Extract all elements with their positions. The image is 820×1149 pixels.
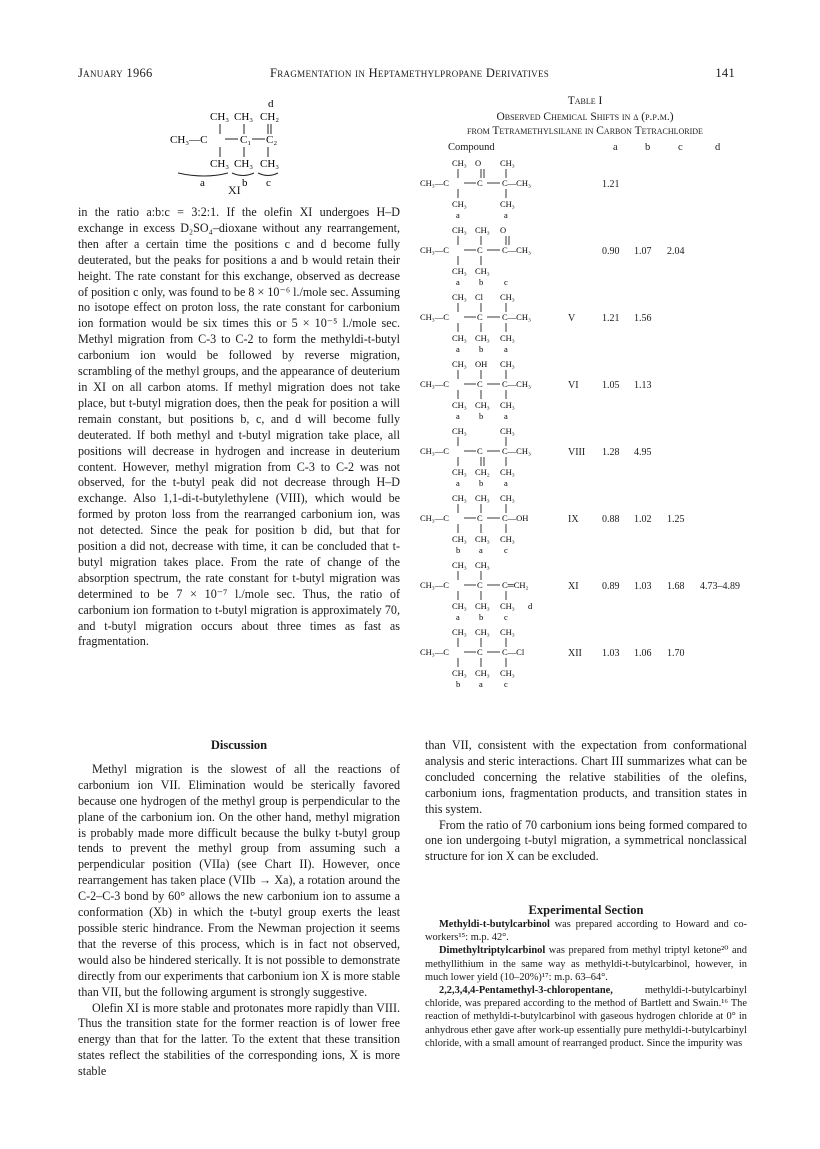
cell-b: 4.95 xyxy=(634,447,652,458)
table-row-structure xyxy=(420,626,590,690)
table-row-structure xyxy=(420,157,590,221)
xi-pos-a: a xyxy=(200,177,205,189)
substituent-top: CH₃ xyxy=(452,225,467,235)
chain-start: CH₃—C xyxy=(420,647,449,657)
column-header-c: c xyxy=(678,142,683,153)
xi-c1: C₁ xyxy=(240,134,252,146)
chain-carbon: C xyxy=(477,647,483,657)
chain-carbon: C xyxy=(477,178,483,188)
cell-c: 1.68 xyxy=(667,581,685,592)
substituent-bottom: CH₃ xyxy=(500,601,515,611)
position-label: a xyxy=(504,411,508,421)
cell-a: 1.05 xyxy=(602,380,620,391)
substituent-bottom: CH₃ xyxy=(475,534,490,544)
column-header-b: b xyxy=(645,142,651,153)
section-heading-experimental: Experimental Section xyxy=(528,903,644,917)
xi-top-ch2: CH₂ xyxy=(260,111,280,123)
substituent-bottom: CH₃ xyxy=(475,400,490,410)
position-label: a xyxy=(504,478,508,488)
table-header-row xyxy=(420,142,750,156)
cell-a: 0.90 xyxy=(602,246,620,257)
cell-a: 1.21 xyxy=(602,179,620,190)
cell-d: 4.73–4.89 xyxy=(700,581,740,592)
paragraph: Methyl migration is the slowest of all the reactions of carbonium ion VII. Elimination would be sterically favored because one hydrogen of the methyl group is perpendicular to the plane of the carbonium ion. On the other hand, methyl migration is probably made more difficult because the bulky t-butyl group tends to prevent the methyl group from assuming such a perpendicular position (VIIa) (see Chart II). However, once rearrangement has taken place (VIIb → Xa), a rotation around the C-2–C-3 bond by 60° allows the new carbonium ion to assume a conformation (Xb) in which the t-butyl group exerts the least possible steric hindrance. From the Newman projection it seems that the reverse of this process, which is in fact not observed, would also be hindered sterically. It is not possible to demonstrate directly from our experiments that carbonium ion X is more stable than VII, but the following argument is strongly suggestive. xyxy=(78,761,400,999)
substituent-bottom: CH₃ xyxy=(500,534,515,544)
right-column-text xyxy=(425,738,747,865)
position-label: b xyxy=(479,277,484,287)
position-label: a xyxy=(479,679,483,689)
xi-pos-b: b xyxy=(242,177,248,189)
chain-start: CH₃—C xyxy=(420,446,449,456)
xi-c2: C₂ xyxy=(266,134,278,146)
chain-start: CH₃—C xyxy=(420,580,449,590)
cell-b: 1.56 xyxy=(634,313,652,324)
chain-carbon: C xyxy=(477,312,483,322)
chain-end: C—CH₃ xyxy=(502,379,531,389)
substituent-top: CH₃ xyxy=(475,627,490,637)
chain-end: C—CH₃ xyxy=(502,245,531,255)
structure-xi-label: XI xyxy=(228,183,241,197)
cell-roman: XI xyxy=(568,581,579,592)
xi-bot-ch3-2: CH₃ xyxy=(234,158,254,170)
paragraph: 2,2,3,4,4-Pentamethyl-3-chloropentane, methyldi-t-butylcarbinyl chloride, was prepared according to the method of Bartlett and Swain.¹⁶ The reaction of methyldi-t-butylcarbinol with gaseous hydrogen chloride at 0° in anhydrous ether gave after work-up essentially pure methyldi-t-butylcarbinyl chloride, with a small amount of rearranged product. Since the impurity was xyxy=(425,985,747,1049)
substituent-top: O xyxy=(475,158,482,168)
substituent-bottom: CH₃ xyxy=(452,199,467,209)
substituent-top: CH₃ xyxy=(500,292,515,302)
substituent-top: CH₃ xyxy=(475,560,490,570)
discussion-section xyxy=(78,728,400,1080)
chain-end: C—CH₃ xyxy=(502,178,531,188)
substituent-bottom: CH₃ xyxy=(500,400,515,410)
xi-top-ch3-2: CH₃ xyxy=(234,111,254,123)
table-caption-title: Observed Chemical Shifts in δ (p.p.m.) xyxy=(496,111,674,123)
table-caption-subtitle: from Tetramethylsilane in Carbon Tetrachloride xyxy=(467,125,703,137)
table-row-structure xyxy=(420,358,590,422)
substituent-top: CH₃ xyxy=(452,158,467,168)
substituent-bottom: CH₃ xyxy=(475,601,490,611)
substituent-bottom: CH₃ xyxy=(475,266,490,276)
position-label: b xyxy=(479,612,484,622)
chain-carbon: C xyxy=(477,446,483,456)
chain-start: CH₃—C xyxy=(420,178,449,188)
position-label: c xyxy=(504,277,508,287)
substituent-bottom: CH₃ xyxy=(452,601,467,611)
chain-start: CH₃—C xyxy=(420,513,449,523)
substituent-top: CH₃ xyxy=(500,426,515,436)
substituent-bottom: CH₃ xyxy=(452,668,467,678)
substituent-bottom: CH₃ xyxy=(500,467,515,477)
paragraph: Olefin XI is more stable and protonates more rapidly than VIII. Thus the transition state for the former reaction is of lower free energy than that for the latter. To the extent that these transition states reflect the stabilities of the corresponding ions, X is more stable xyxy=(78,1000,400,1079)
substituent-top: O xyxy=(500,225,507,235)
xi-top-d: d xyxy=(268,98,274,110)
substituent-bottom: CH₂ xyxy=(475,467,490,477)
substituent-bottom: CH₃ xyxy=(452,534,467,544)
position-label: a xyxy=(479,545,483,555)
substituent-top: CH₃ xyxy=(452,426,467,436)
position-label: c xyxy=(504,545,508,555)
compound-name: 2,2,3,4,4-Pentamethyl-3-chloropentane, xyxy=(439,985,613,997)
position-label: b xyxy=(479,411,484,421)
running-head-date: January 1966 xyxy=(78,66,153,80)
cell-b: 1.07 xyxy=(634,246,652,257)
substituent-bottom: CH₃ xyxy=(500,668,515,678)
running-head-title: Fragmentation in Heptamethylpropane Derivatives xyxy=(270,66,550,80)
chain-start: CH₃—C xyxy=(420,245,449,255)
substituent-top: CH₃ xyxy=(452,627,467,637)
cell-c: 1.25 xyxy=(667,514,685,525)
substituent-top: CH₃ xyxy=(500,627,515,637)
chain-carbon: C xyxy=(477,245,483,255)
paragraph: than VII, consistent with the expectation from conformational analysis and steric interactions. Chart III summarizes what can be concluded concerning the relative stabilities of the olefins, carbonium ions, fragmentation products, and transition states in this system. xyxy=(425,738,747,816)
table-row-structure xyxy=(420,291,590,355)
cell-b: 1.02 xyxy=(634,514,652,525)
position-label: b xyxy=(479,344,484,354)
substituent-top: CH₃ xyxy=(452,359,467,369)
position-label: a xyxy=(456,210,460,220)
table-row-structure xyxy=(420,492,590,556)
chain-carbon: C xyxy=(477,379,483,389)
xi-backbone: CH₃—C xyxy=(170,134,208,146)
chain-end: C—CH₃ xyxy=(502,446,531,456)
position-label: d xyxy=(528,601,533,611)
substituent-bottom: CH₃ xyxy=(500,199,515,209)
cell-b: 1.13 xyxy=(634,380,652,391)
substituent-top: CH₃ xyxy=(500,493,515,503)
substituent-bottom: CH₃ xyxy=(452,400,467,410)
cell-a: 1.03 xyxy=(602,648,620,659)
cell-roman: VI xyxy=(568,380,579,391)
chain-end: C—Cl xyxy=(502,647,525,657)
position-label: a xyxy=(504,210,508,220)
substituent-bottom: CH₃ xyxy=(452,333,467,343)
paragraph: Methyldi-t-butylcarbinol was prepared according to Howard and co-workers¹⁵: m.p. 42°. xyxy=(425,919,747,944)
chain-start: CH₃—C xyxy=(420,379,449,389)
chain-end: C—CH₃ xyxy=(502,312,531,322)
position-label: c xyxy=(504,612,508,622)
compound-name: Methyldi-t-butylcarbinol xyxy=(439,919,550,930)
paragraph: From the ratio of 70 carbonium ions being formed compared to one ion undergoing t-butyl migration, a symmetrical nonclassical structure for ion X can be excluded. xyxy=(425,817,747,864)
cell-c: 2.04 xyxy=(667,246,685,257)
substituent-top: OH xyxy=(475,359,488,369)
substituent-top: CH₃ xyxy=(500,359,515,369)
page-number: 141 xyxy=(715,66,735,80)
cell-roman: V xyxy=(568,313,576,324)
position-label: a xyxy=(456,277,460,287)
substituent-top: Cl xyxy=(475,292,484,302)
cell-a: 1.28 xyxy=(602,447,620,458)
position-label: a xyxy=(504,344,508,354)
position-label: a xyxy=(456,612,460,622)
paragraph: Dimethyltriptylcarbinol was prepared from methyl triptyl ketone²⁰ and methyllithium in the same way as methyldi-t-butylcarbinol, however, in much lower yield (10–20%)¹⁷: m.p. 63–64°. xyxy=(425,945,747,983)
substituent-top: CH₃ xyxy=(452,560,467,570)
substituent-top: CH₃ xyxy=(452,493,467,503)
table-caption-number: Table I xyxy=(567,95,603,107)
cell-b: 1.06 xyxy=(634,648,652,659)
cell-roman: IX xyxy=(568,514,579,525)
structure-xi xyxy=(170,95,370,195)
position-label: b xyxy=(456,545,461,555)
cell-c: 1.70 xyxy=(667,648,685,659)
substituent-bottom: CH₃ xyxy=(452,266,467,276)
position-label: a xyxy=(456,344,460,354)
cell-b: 1.03 xyxy=(634,581,652,592)
column-header-compound: Compound xyxy=(448,142,495,153)
table-row-structure xyxy=(420,224,590,288)
left-column-text xyxy=(78,205,400,650)
cell-a: 1.21 xyxy=(602,313,620,324)
table-row-structure xyxy=(420,559,590,623)
substituent-bottom: CH₃ xyxy=(500,333,515,343)
position-label: b xyxy=(456,679,461,689)
chain-start: CH₃—C xyxy=(420,312,449,322)
xi-pos-c: c xyxy=(266,177,271,189)
chain-end: C═CH₂ xyxy=(502,580,529,590)
substituent-top: CH₃ xyxy=(475,225,490,235)
compound-name: Dimethyltriptylcarbinol xyxy=(439,945,546,957)
xi-bot-ch3-3: CH₃ xyxy=(260,158,280,170)
position-label: c xyxy=(504,679,508,689)
substituent-bottom: CH₃ xyxy=(475,668,490,678)
section-heading: Discussion xyxy=(210,738,268,752)
column-header-a: a xyxy=(613,142,618,153)
substituent-top: CH₃ xyxy=(452,292,467,302)
xi-bot-ch3-1: CH₃ xyxy=(210,158,230,170)
cell-a: 0.88 xyxy=(602,514,620,525)
position-label: a xyxy=(456,478,460,488)
cell-a: 0.89 xyxy=(602,581,620,592)
cell-roman: XII xyxy=(568,648,582,659)
xi-top-ch3-1: CH₃ xyxy=(210,111,230,123)
chain-end: C—OH xyxy=(502,513,529,523)
position-label: b xyxy=(479,478,484,488)
position-label: a xyxy=(456,411,460,421)
substituent-bottom: CH₃ xyxy=(452,467,467,477)
column-header-d: d xyxy=(715,142,721,153)
paragraph: in the ratio a:b:c = 3:2:1. If the olefin XI undergoes H–D exchange in excess D₂SO₄–dioxane without any rearrangement, then after a certain time the positions c and d become fully deuterated, but the peaks for positions a and b would retain their height. The rate constant for this exchange, observed as decrease of position c only, was found to be 8 × 10⁻⁶ l./mole sec. Assuming no isotope effect on proton loss, the rate constant for carbonium ion formation would be six times this or 5 × 10⁻⁵ l./mole sec. Methyl migration from C-3 to C-2 to form the methyldi-t-butyl carbonium ion would be followed by reverse migration, scrambling of the methyl groups, and the appearance of deuterium in XI on all carbon atoms. If methyl migration does not take place, but t-butyl migration does, then the peak for position a will remain constant, but positions b, c, and d will become fully deuterated. If both methyl and t-butyl migration take place, all positions will decrease in hydrogen and increase in deuterium content. However, methyl migration from C-3 to C-2 was not observed, for the t-butyl peak did not decrease through H–D exchange. Also 1,1-di-t-butylethylene (VIII), which would be formed by proton loss from the rearranged carbonium ion, was not detected. Since the peak for position b did, but that for position a did not, decrease with time, it can be concluded that t-butyl migration takes place. From the rate of change of the absorption spectrum, the rate constant for t-butyl migration was determined to be 7 × 10⁻⁷ l./mole sec. Thus, the ratio of carbonium ion formation to t-butyl migration is approximately 70, and t-butyl migration occurs about three times as fast as fragmentation. xyxy=(78,205,400,649)
cell-roman: VIII xyxy=(568,447,586,458)
substituent-top: CH₃ xyxy=(500,158,515,168)
chain-carbon: C xyxy=(477,580,483,590)
chain-carbon: C xyxy=(477,513,483,523)
substituent-top: CH₃ xyxy=(475,493,490,503)
table-row-structure xyxy=(420,425,590,489)
experimental-section xyxy=(425,918,747,1050)
substituent-bottom: CH₃ xyxy=(475,333,490,343)
